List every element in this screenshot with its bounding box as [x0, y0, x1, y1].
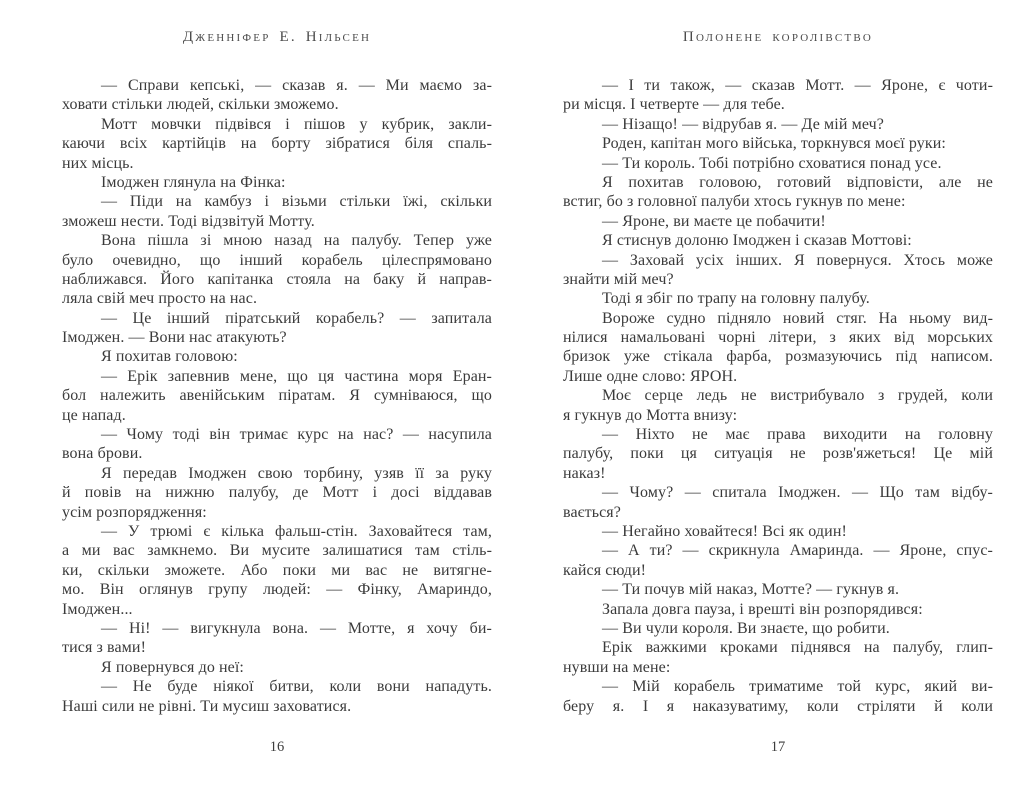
text-line: — Справи кепські, — сказав я. — Ми маємо за-	[101, 77, 492, 94]
text-line: наказ!	[563, 464, 606, 482]
text-line: ки, скільки зможете. Або поки ми вас не витягне-	[62, 561, 492, 579]
text-line: Імоджен. — Вони нас атакують?	[62, 329, 287, 347]
text-line: Я похитав головою:	[101, 348, 238, 366]
text-line: я гукнув до Мотта внизу:	[563, 406, 738, 424]
text-line: вається?	[563, 503, 621, 521]
text-line: Роден, капітан мого війська, торкнувся моєї руки:	[602, 135, 946, 153]
text-line: — Заховай усіх інших. Я повернуся. Хтось може	[602, 251, 993, 269]
text-line: а ми вас замкнемо. Ви мусите залишатися там стіль-	[62, 542, 492, 560]
text-line: Вороже судно підняло новий стяг. На ньому вид-	[602, 309, 993, 327]
text-line: — Ви чули короля. Ви знаєте, що робити.	[602, 619, 890, 637]
text-line: ховати стільки людей, скільки зможемо.	[62, 96, 339, 114]
text-line: Імоджен глянула на Фінка:	[101, 173, 286, 191]
text-line: Я передав Імоджен свою торбину, узяв її за руку	[101, 464, 492, 482]
text-line: нілися намальовані чорні літери, з яких від морських	[563, 329, 993, 347]
page-body-left	[62, 76, 492, 716]
text-line: Запала довга пауза, і врешті він розпорядився:	[602, 600, 923, 618]
text-line: — Це інший піратський корабель? — запитала	[101, 309, 492, 327]
text-line: — Ти почув мій наказ, Мотте? — гукнув я.	[602, 581, 900, 599]
text-line: Моє серце ледь не вистрибувало з грудей, коли	[602, 387, 993, 405]
text-line: — Піди на камбуз і візьми стільки їжі, скільки	[101, 193, 492, 211]
page-body-right	[563, 76, 993, 716]
text-line: каючи всіх картійців на борту зібратися біля спаль-	[62, 135, 492, 153]
text-line: — Не буде ніякої битви, коли вони нападуть.	[101, 678, 492, 696]
text-line: Я похитав головою, готовий відповісти, але не	[602, 173, 993, 191]
text-line: тися з вами!	[62, 639, 146, 657]
page-left	[62, 0, 492, 788]
text-line: Лише одне слово: ЯРОН.	[563, 367, 738, 385]
text-line: палубу, поки ця ситуація не розв'яжеться! Це мій	[563, 445, 993, 463]
text-line: усім розпорядження:	[62, 503, 207, 521]
text-line: Імоджен...	[62, 600, 133, 618]
text-line: було очевидно, що інший корабель цілеспрямовано	[62, 251, 492, 269]
text-line: — Ти король. Тобі потрібно сховатися понад усе.	[602, 154, 942, 172]
text-line: знайти мій меч?	[563, 270, 674, 288]
text-line: — Чому тоді він тримає курс на нас? — насупила	[101, 426, 492, 444]
text-line: — Ерік запевнив мене, що ця частина моря Еран-	[101, 367, 492, 385]
text-line: ри місця. І четверте — для тебе.	[563, 96, 785, 114]
text-line: беру я. І я наказуватиму, коли стріляти й коли	[563, 697, 993, 715]
text-line: — Ніхто не має права виходити на головну	[602, 426, 993, 444]
text-line: Наші сили не рівні. Ти мусиш заховатися.	[62, 697, 352, 715]
text-line: кайся сюди!	[563, 561, 647, 579]
page-number-right: 17	[770, 739, 786, 755]
text-line: встиг, бо з головної палуби хтось гукнув по мене:	[563, 193, 906, 211]
page-right	[563, 0, 993, 788]
text-line: — Нізащо! — відрубав я. — Де мій меч?	[602, 115, 884, 133]
text-line: Ерік важкими кроками піднявся на палубу, глип-	[602, 639, 993, 657]
page-number-left: 16	[269, 739, 285, 755]
text-line: й повів на нижню палубу, де Мотт і досі віддавав	[62, 484, 492, 502]
text-line: мо. Він оглянув групу людей: — Фінку, Амариндо,	[62, 581, 492, 599]
text-line: — І ти також, — сказав Мотт. — Яроне, є чоти-	[602, 77, 993, 94]
text-line: — Чому? — спитала Імоджен. — Що там відбу-	[602, 484, 993, 502]
text-line: зможеш нести. Тоді відзвітуй Мотту.	[62, 212, 315, 230]
text-line: ляла свій меч просто на нас.	[62, 290, 258, 308]
text-line: — У трюмі є кілька фальш-стін. Заховайтеся там,	[101, 522, 492, 540]
text-line: — Негайно ховайтеся! Всі як один!	[602, 522, 847, 540]
text-line: Я стиснув долоню Імоджен і сказав Моттові:	[602, 232, 912, 250]
text-line: Я повернувся до неї:	[101, 658, 244, 676]
text-line: бризок уже стікала фарба, розмазуючись під написом.	[563, 348, 993, 366]
running-head-book-title: Полонене королівство	[682, 29, 874, 45]
text-line: — Ні! — вигукнула вона. — Мотте, я хочу би-	[101, 619, 492, 637]
running-head-author: Дженніфер Е. Нільсен	[182, 29, 372, 45]
text-line: Тоді я збіг по трапу на головну палубу.	[602, 290, 870, 308]
text-line: це напад.	[62, 406, 126, 424]
text-line: вона брови.	[62, 445, 143, 463]
text-line: них місць.	[62, 154, 134, 172]
text-line: Вона пішла зі мною назад на палубу. Тепер уже	[101, 232, 492, 250]
text-line: — А ти? — скрикнула Амаринда. — Яроне, спус-	[602, 542, 993, 560]
text-line: — Мій корабель триматиме той курс, який ви-	[602, 678, 993, 696]
text-line: — Яроне, ви маєте це побачити!	[602, 212, 826, 230]
text-line: нувши на мене:	[563, 658, 671, 676]
text-line: Мотт мовчки підвівся і пішов у кубрик, закли-	[101, 115, 492, 133]
text-line: наближався. Його капітанка стояла на баку й направ-	[62, 270, 492, 288]
text-line: бол належить авенійським піратам. Я сумніваюся, що	[62, 387, 492, 405]
